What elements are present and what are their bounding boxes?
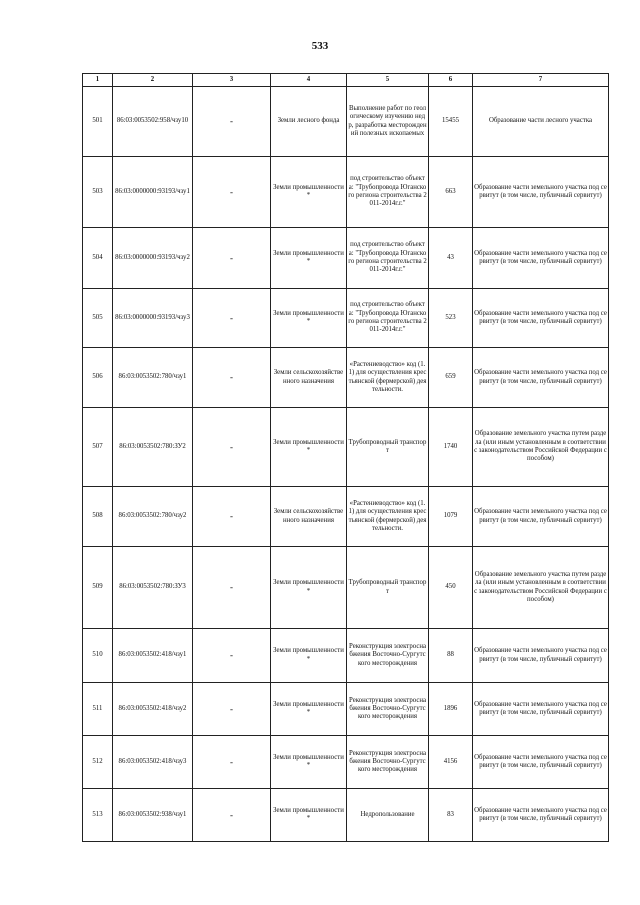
land-category: Земли промышленности* <box>271 789 347 842</box>
col-header-1: 1 <box>83 74 113 87</box>
land-category: Земли промышленности* <box>271 736 347 789</box>
header-row <box>83 74 609 87</box>
empty-cell: - <box>193 487 271 547</box>
permitted-use: под строительство объекта: "Трубопровода Юганского региона строительства 2011-2014г.г." <box>347 157 429 228</box>
purpose: Образование части земельного участка под сервитут (в том числе, публичный сервитут) <box>473 348 609 408</box>
cadastral-number: 86:03:0053502:418/чзу2 <box>113 683 193 736</box>
empty-cell: - <box>193 289 271 348</box>
table-row <box>83 736 609 789</box>
table-row <box>83 228 609 289</box>
row-number: 509 <box>83 547 113 629</box>
area: 15455 <box>429 87 473 157</box>
purpose: Образование части лесного участка <box>473 87 609 157</box>
col-header-5: 5 <box>347 74 429 87</box>
permitted-use: Выполнение работ по геологическому изучению недр, разработка месторождений полезных ископаемых <box>347 87 429 157</box>
empty-cell: - <box>193 228 271 289</box>
land-category: Земли промышленности* <box>271 408 347 487</box>
area: 663 <box>429 157 473 228</box>
cadastral-number: 86:03:0000000:93193/чзу3 <box>113 289 193 348</box>
area: 1079 <box>429 487 473 547</box>
row-number: 504 <box>83 228 113 289</box>
cadastral-number: 86:03:0053502:418/чзу3 <box>113 736 193 789</box>
permitted-use: под строительство объекта: "Трубопровода Юганского региона строительства 2011-2014г.г." <box>347 289 429 348</box>
table-row <box>83 348 609 408</box>
table-row <box>83 547 609 629</box>
table-row <box>83 683 609 736</box>
row-number: 501 <box>83 87 113 157</box>
empty-cell: - <box>193 547 271 629</box>
purpose: Образование части земельного участка под сервитут (в том числе, публичный сервитут) <box>473 683 609 736</box>
cadastral-number: 86:03:0053502:938/чзу1 <box>113 789 193 842</box>
land-category: Земли промышленности* <box>271 289 347 348</box>
table-row <box>83 157 609 228</box>
empty-cell: - <box>193 789 271 842</box>
row-number: 503 <box>83 157 113 228</box>
permitted-use: «Растениеводство» код (1.1) для осуществления крестьянской (фермерской) деятельности. <box>347 348 429 408</box>
area: 659 <box>429 348 473 408</box>
row-number: 507 <box>83 408 113 487</box>
permitted-use: Недропользование <box>347 789 429 842</box>
area: 88 <box>429 629 473 683</box>
purpose: Образование части земельного участка под сервитут (в том числе, публичный сервитут) <box>473 487 609 547</box>
area: 83 <box>429 789 473 842</box>
row-number: 511 <box>83 683 113 736</box>
cadastral-number: 86:03:0053502:418/чзу1 <box>113 629 193 683</box>
land-category: Земли промышленности* <box>271 629 347 683</box>
land-category: Земли лесного фонда <box>271 87 347 157</box>
land-category: Земли сельскохозяйственного назначения <box>271 487 347 547</box>
purpose: Образование части земельного участка под сервитут (в том числе, публичный сервитут) <box>473 736 609 789</box>
permitted-use: Трубопроводный транспорт <box>347 408 429 487</box>
cadastral-number: 86:03:0053502:780/чзу1 <box>113 348 193 408</box>
table-row <box>83 408 609 487</box>
table-row <box>83 487 609 547</box>
land-category: Земли сельскохозяйственного назначения <box>271 348 347 408</box>
col-header-4: 4 <box>271 74 347 87</box>
purpose: Образование земельного участка путем раздела (или иным установленным в соответствии с законодательством Российской Федерации способом) <box>473 408 609 487</box>
land-category: Земли промышленности* <box>271 228 347 289</box>
area: 450 <box>429 547 473 629</box>
table-row <box>83 289 609 348</box>
land-category: Земли промышленности* <box>271 683 347 736</box>
area: 43 <box>429 228 473 289</box>
row-number: 510 <box>83 629 113 683</box>
purpose: Образование части земельного участка под сервитут (в том числе, публичный сервитут) <box>473 157 609 228</box>
empty-cell: - <box>193 87 271 157</box>
cadastral-number: 86:03:0000000:93193/чзу2 <box>113 228 193 289</box>
permitted-use: Реконструкция электроснабжения Восточно-Сургутского месторождения <box>347 683 429 736</box>
permitted-use: Реконструкция электроснабжения Восточно-Сургутского месторождения <box>347 736 429 789</box>
area: 4156 <box>429 736 473 789</box>
purpose: Образование части земельного участка под сервитут (в том числе, публичный сервитут) <box>473 228 609 289</box>
empty-cell: - <box>193 683 271 736</box>
purpose: Образование части земельного участка под сервитут (в том числе, публичный сервитут) <box>473 289 609 348</box>
col-header-3: 3 <box>193 74 271 87</box>
col-header-2: 2 <box>113 74 193 87</box>
purpose: Образование земельного участка путем раздела (или иным установленным в соответствии с законодательством Российской Федерации способом) <box>473 547 609 629</box>
row-number: 505 <box>83 289 113 348</box>
land-category: Земли промышленности* <box>271 547 347 629</box>
permitted-use: Трубопроводный транспорт <box>347 547 429 629</box>
cadastral-number: 86:03:0000000:93193/чзу1 <box>113 157 193 228</box>
empty-cell: - <box>193 408 271 487</box>
area: 1896 <box>429 683 473 736</box>
permitted-use: «Растениеводство» код (1.1) для осуществления крестьянской (фермерской) деятельности. <box>347 487 429 547</box>
land-category: Земли промышленности* <box>271 157 347 228</box>
empty-cell: - <box>193 736 271 789</box>
row-number: 508 <box>83 487 113 547</box>
row-number: 512 <box>83 736 113 789</box>
row-number: 506 <box>83 348 113 408</box>
empty-cell: - <box>193 157 271 228</box>
purpose: Образование части земельного участка под сервитут (в том числе, публичный сервитут) <box>473 789 609 842</box>
page-number: 533 <box>311 40 329 52</box>
col-header-7: 7 <box>473 74 609 87</box>
area: 1740 <box>429 408 473 487</box>
cadastral-number: 86:03:0053502:958/чзу10 <box>113 87 193 157</box>
col-header-6: 6 <box>429 74 473 87</box>
table-row <box>83 629 609 683</box>
cadastral-number: 86:03:0053502:780/чзу2 <box>113 487 193 547</box>
table-row <box>83 789 609 842</box>
table-row <box>83 87 609 157</box>
row-number: 513 <box>83 789 113 842</box>
empty-cell: - <box>193 348 271 408</box>
cadastral-number: 86:03:0053502:780:ЗУ2 <box>113 408 193 487</box>
permitted-use: Реконструкция электроснабжения Восточно-Сургутского месторождения <box>347 629 429 683</box>
purpose: Образование части земельного участка под сервитут (в том числе, публичный сервитут) <box>473 629 609 683</box>
permitted-use: под строительство объекта: "Трубопровода Юганского региона строительства 2011-2014г.г." <box>347 228 429 289</box>
cadastral-number: 86:03:0053502:780:ЗУ3 <box>113 547 193 629</box>
land-plots-table <box>82 73 609 842</box>
area: 523 <box>429 289 473 348</box>
empty-cell: - <box>193 629 271 683</box>
